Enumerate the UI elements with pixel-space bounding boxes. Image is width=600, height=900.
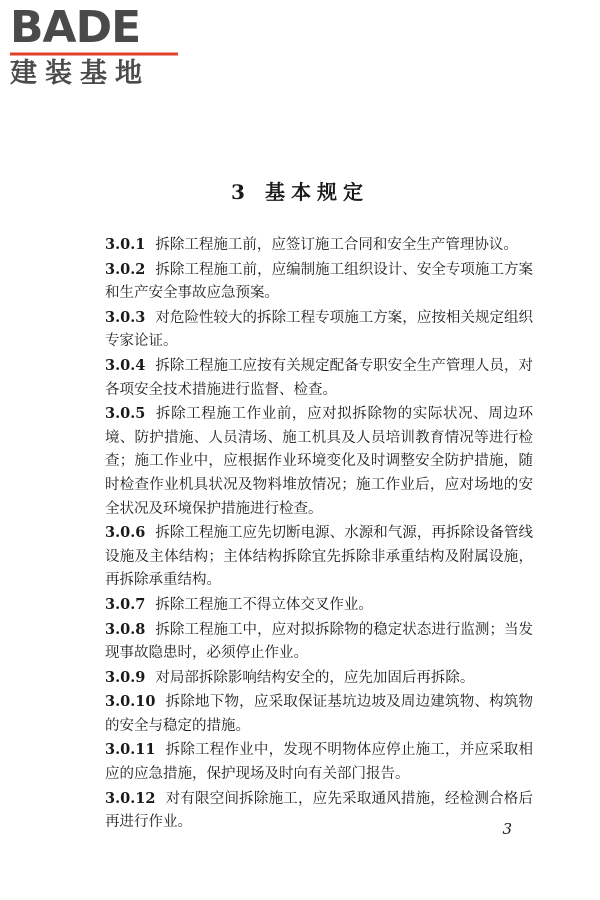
clause-number: 3.0.2 [105, 260, 146, 278]
bade-logo [10, 2, 180, 92]
clause-number: 3.0.8 [105, 620, 146, 638]
section-title: 基本规定 [264, 180, 369, 204]
clause-text: 拆除工程施工作业前，应对拟拆除物的实际状况、周边环境、防护措施、人员清场、施工机具及人员培训教育情况等进行检查；施工作业中，应根据作业环境变化及时调整安全防护措施，随时检查作业机具状况及物料堆放情况；施工作业后，应对场地的安全状况及环境保护措施进行检查。 [105, 406, 533, 517]
logo-wordmark: BADE [10, 2, 141, 53]
clause-text: 拆除工程施工前，应签订施工合同和安全生产管理协议。 [155, 237, 518, 253]
clause-number: 3.0.11 [105, 741, 156, 759]
clause-text: 拆除工程施工中，应对拟拆除物的稳定状态进行监测；当发现事故隐患时，必须停止作业。 [105, 621, 533, 662]
clause-text: 拆除工程施工应按有关规定配备专职安全生产管理人员，对各项安全技术措施进行监督、检查。 [105, 357, 533, 398]
clause-text: 对有限空间拆除施工，应先采取通风措施，经检测合格后再进行作业。 [105, 790, 533, 831]
section-heading [0, 178, 600, 206]
clause [105, 521, 533, 593]
clause [105, 666, 533, 691]
clause [105, 787, 533, 835]
clause-number: 3.0.6 [105, 524, 146, 542]
clause-text: 对局部拆除影响结构安全的，应先加固后再拆除。 [155, 669, 475, 686]
clause [105, 306, 533, 354]
clause-number: 3.0.3 [105, 308, 146, 326]
clause [105, 690, 533, 738]
clause-text: 拆除地下物，应采取保证基坑边坡及周边建筑物、构筑物的安全与稳定的措施。 [105, 694, 533, 734]
clause-number: 3.0.5 [105, 405, 146, 423]
clause [105, 593, 533, 618]
clause-text: 对危险性较大的拆除工程专项施工方案，应按相关规定组织专家论证。 [105, 309, 533, 350]
clause-number: 3.0.10 [105, 693, 156, 711]
clause-number: 3.0.1 [105, 236, 146, 253]
clause-number: 3.0.12 [105, 789, 156, 807]
clause [105, 618, 533, 666]
logo-chinese-name: 建装基地 [10, 58, 150, 89]
clause [105, 354, 533, 402]
section-number: 3 [231, 180, 251, 204]
clause-number: 3.0.7 [105, 595, 146, 613]
page-number: 3 [502, 820, 512, 838]
clause-text: 拆除工程作业中，发现不明物体应停止施工，并应采取相应的应急措施，保护现场及时向有关部门报告。 [105, 742, 533, 783]
clause [105, 402, 533, 521]
clause-number: 3.0.4 [105, 356, 146, 374]
clause-text: 拆除工程施工应先切断电源、水源和气源，再拆除设备管线设施及主体结构；主体结构拆除宜先拆除非承重结构及附属设施，再拆除承重结构。 [105, 525, 533, 589]
clause [105, 258, 533, 306]
clause [105, 738, 533, 786]
clause-text: 拆除工程施工不得立体交叉作业。 [155, 596, 373, 613]
clause [105, 233, 533, 258]
clause-list [105, 233, 533, 835]
clause-number: 3.0.9 [105, 668, 146, 686]
clause-text: 拆除工程施工前，应编制施工组织设计、安全专项施工方案和生产安全事故应急预案。 [105, 261, 533, 302]
